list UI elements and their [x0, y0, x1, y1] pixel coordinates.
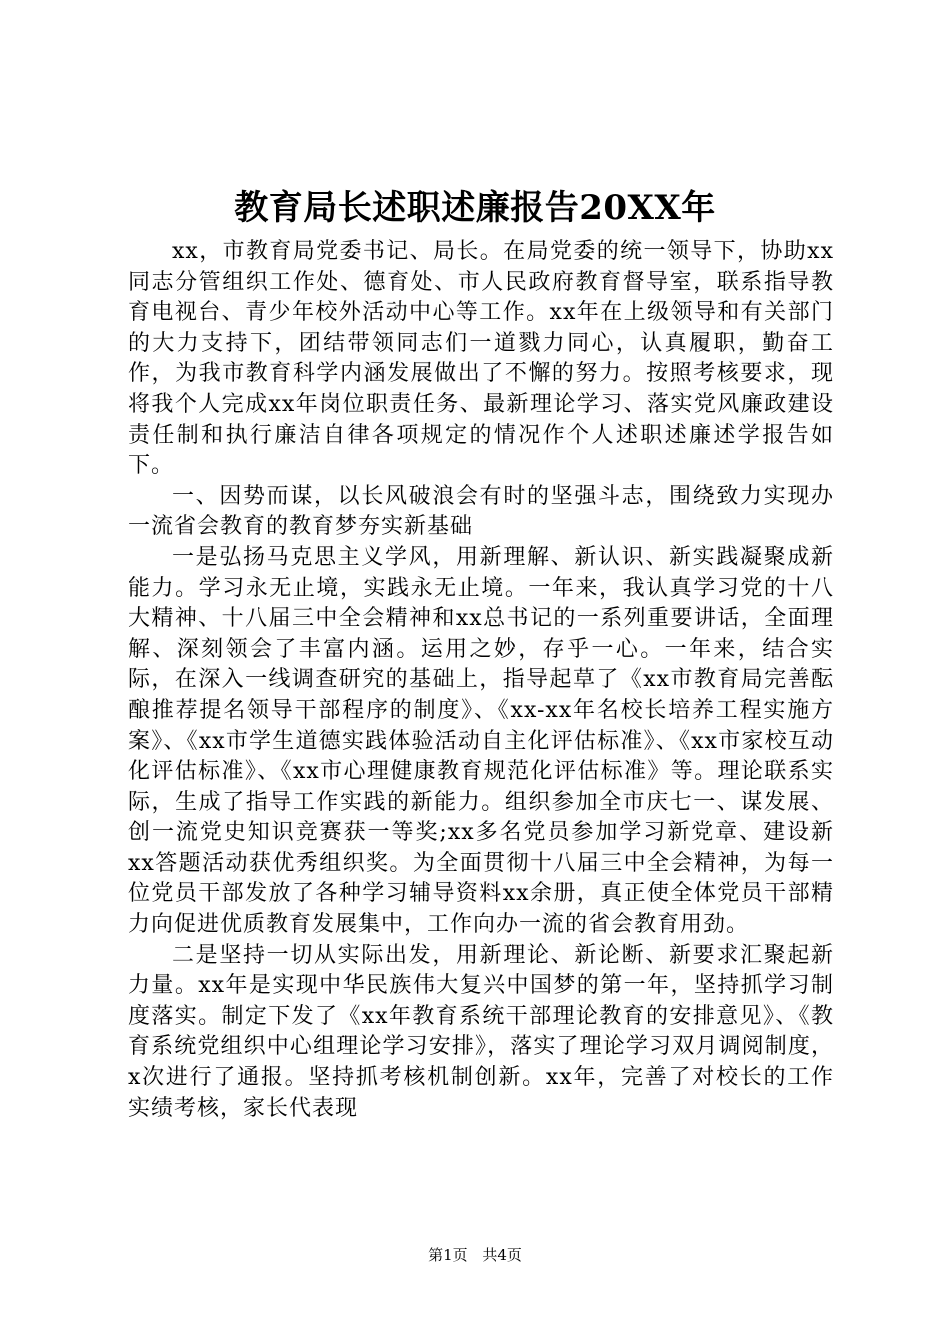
- paragraph-point-one: 一是弘扬马克思主义学风，用新理解、新认识、新实践凝聚成新能力。学习永无止境，实践永无止境。一年来，我认真学习党的十八大精神、十八届三中全会精神和xx总书记的一系列重要讲话，全面理解、深刻领会了丰富内涵。运用之妙，存乎一心。一年来，结合实际，在深入一线调查研究的基础上，指导起草了《xx市教育局完善酝酿推荐提名领导干部程序的制度》、《xx-xx年名校长培养工程实施方案》、《xx市学生道德实践体验活动自主化评估标准》、《xx市家校互动化评估标准》、《xx市心理健康教育规范化评估标准》等。理论联系实际，生成了指导工作实践的新能力。组织参加全市庆七一、谋发展、创一流党史知识竞赛获一等奖;xx多名党员参加学习新党章、建设新xx答题活动获优秀组织奖。为全面贯彻十八届三中全会精神，为每一位党员干部发放了各种学习辅导资料xx余册，真正使全体党员干部精力向促进优质教育发展集中，工作向办一流的省会教育用劲。: [128, 544, 834, 938]
- page-number: 第1页: [428, 1246, 468, 1264]
- paragraph-section-heading: 一、因势而谋，以长风破浪会有时的坚强斗志，围绕致力实现办一流省会教育的教育梦夯实新基础: [128, 483, 834, 540]
- document-body: [128, 237, 834, 1124]
- document-title: 教育局长述职述廉报告20XX年: [234, 188, 716, 228]
- paragraph-point-two: 二是坚持一切从实际出发，用新理论、新论断、新要求汇聚起新力量。xx年是实现中华民族伟大复兴中国梦的第一年，坚持抓学习制度落实。制定下发了《xx年教育系统干部理论教育的安排意见》、《教育系统党组织中心组理论学习安排》，落实了理论学习双月调阅制度，x次进行了通报。坚持抓考核机制创新。xx年，完善了对校长的工作实绩考核，家长代表现: [128, 942, 834, 1121]
- paragraph-intro: xx，市教育局党委书记、局长。在局党委的统一领导下，协助xx同志分管组织工作处、德育处、市人民政府教育督导室，联系指导教育电视台、青少年校外活动中心等工作。xx年在上级领导和有关部门的大力支持下，团结带领同志们一道戮力同心，认真履职，勤奋工作，为我市教育科学内涵发展做出了不懈的努力。按照考核要求，现将我个人完成xx年岗位职责任务、最新理论学习、落实党风廉政建设责任制和执行廉洁自律各项规定的情况作个人述职述廉述学报告如下。: [128, 239, 834, 479]
- page-footer: [0, 1244, 950, 1266]
- page-total: 共4页: [482, 1246, 522, 1264]
